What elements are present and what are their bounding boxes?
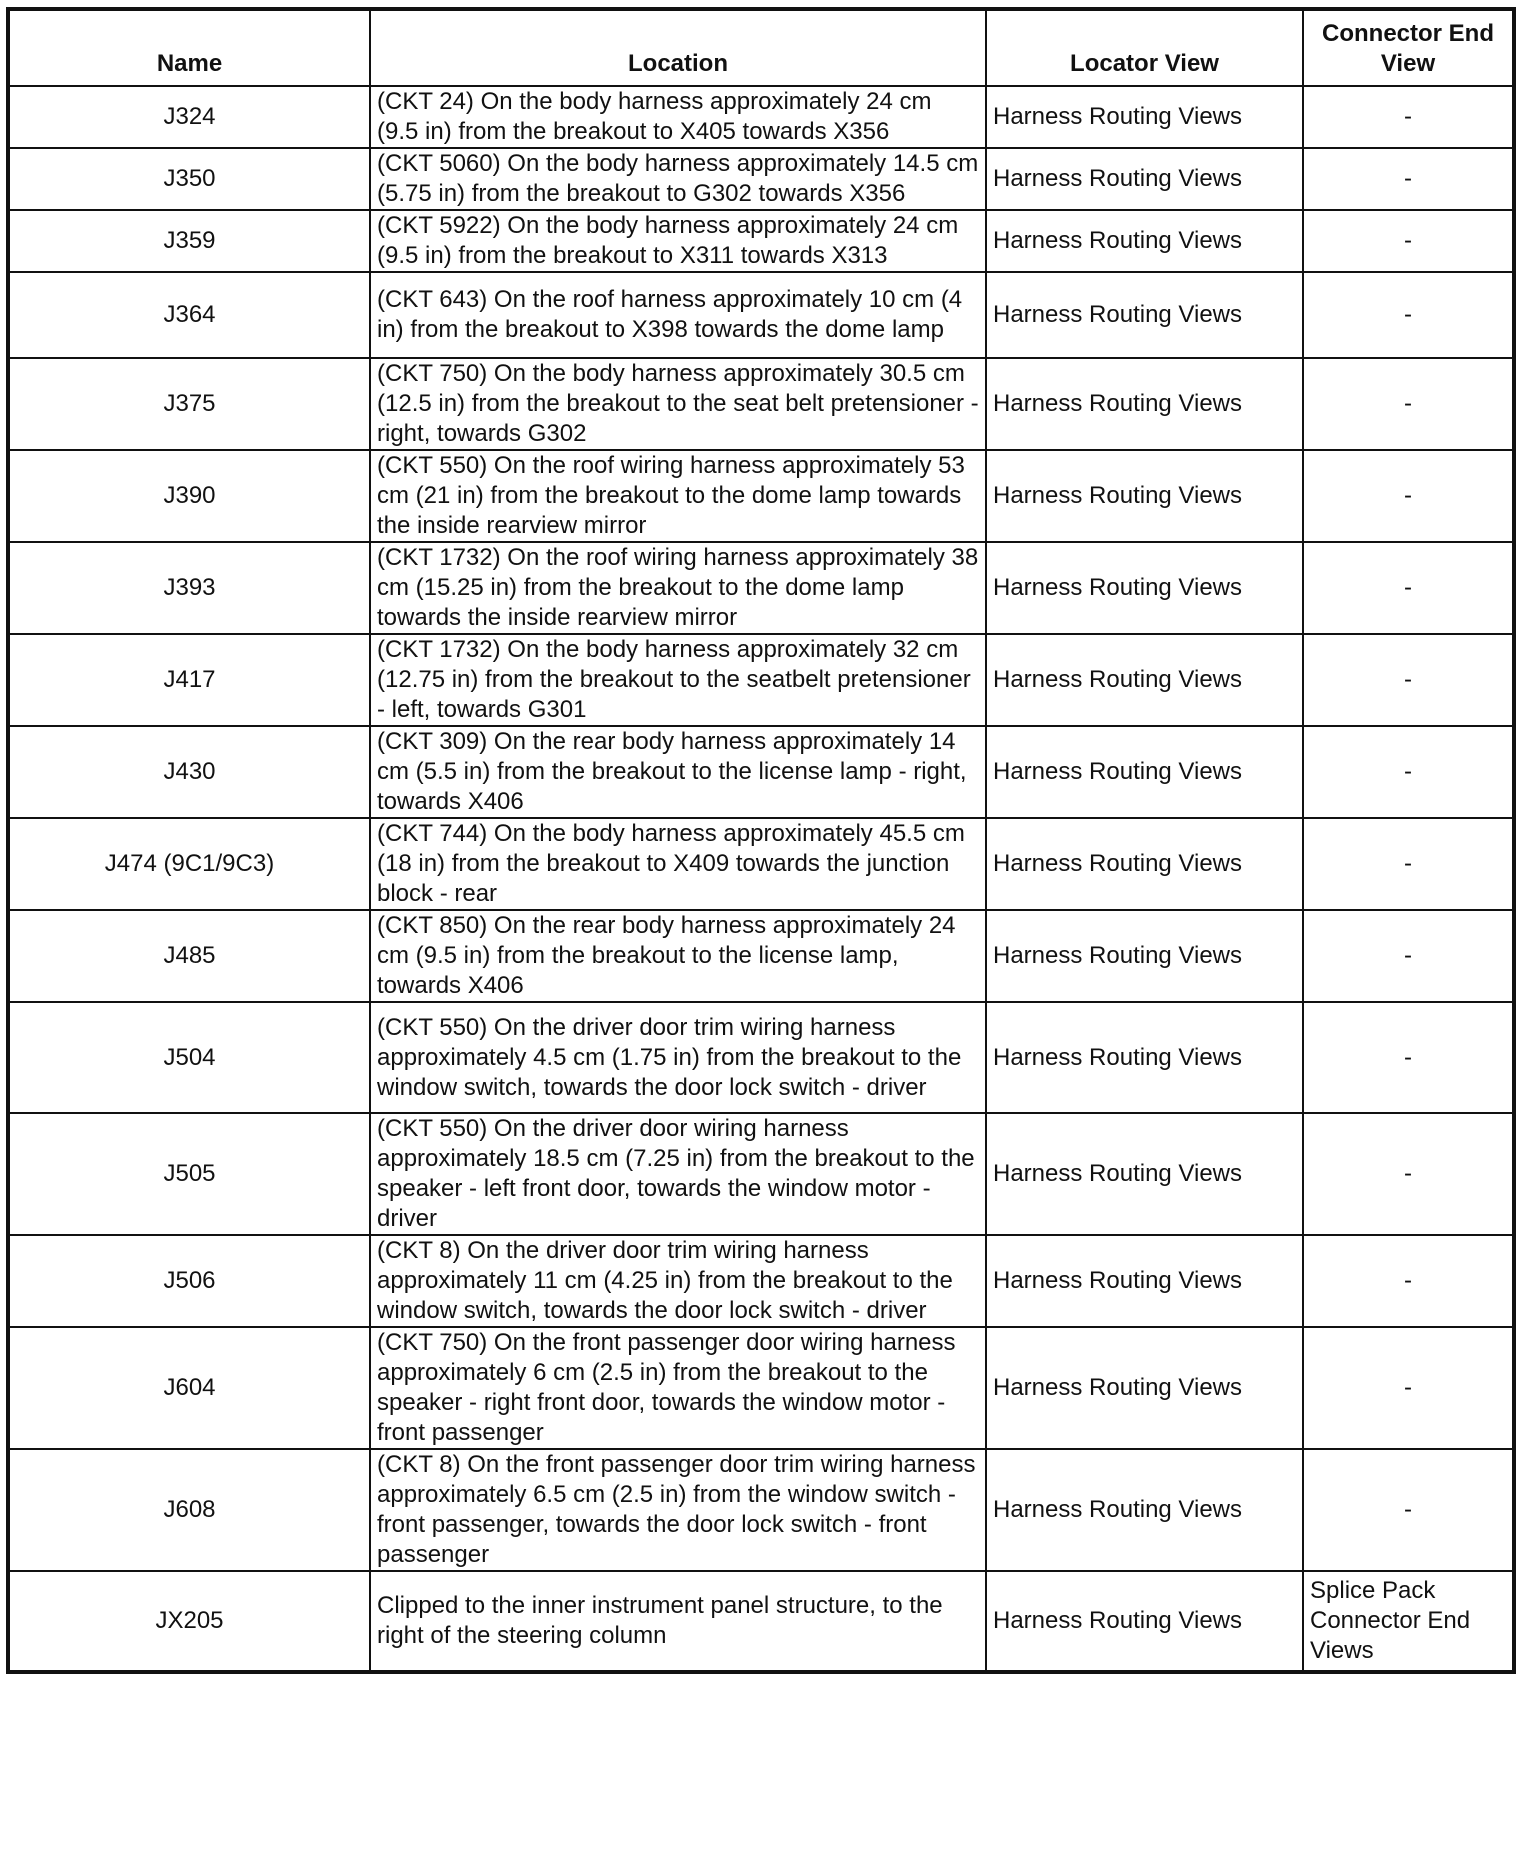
- splice-location: Clipped to the inner instrument panel structure, to the right of the steering column: [370, 1571, 986, 1672]
- splice-location: (CKT 550) On the roof wiring harness approximately 53 cm (21 in) from the breakout to the dome lamp towards the inside rearview mirror: [370, 450, 986, 542]
- locator-view-link[interactable]: Harness Routing Views: [986, 910, 1303, 1002]
- splice-name: J364: [8, 272, 370, 358]
- splice-name: J417: [8, 634, 370, 726]
- connector-end-view-link[interactable]: Splice Pack Connector End Views: [1303, 1571, 1514, 1672]
- splice-name: J506: [8, 1235, 370, 1327]
- splice-name: J375: [8, 358, 370, 450]
- splice-location: (CKT 550) On the driver door trim wiring harness approximately 4.5 cm (1.75 in) from the breakout to the window switch, towards the door lock switch - driver: [370, 1002, 986, 1113]
- connector-end-view: -: [1303, 634, 1514, 726]
- locator-view-link[interactable]: Harness Routing Views: [986, 1571, 1303, 1672]
- splice-name: J324: [8, 86, 370, 148]
- locator-view-link[interactable]: Harness Routing Views: [986, 1113, 1303, 1235]
- connector-end-view: -: [1303, 358, 1514, 450]
- table-row: [8, 272, 1514, 358]
- splice-location: (CKT 8) On the front passenger door trim wiring harness approximately 6.5 cm (2.5 in) from the window switch - front passenger, towards the door lock switch - front passenger: [370, 1449, 986, 1571]
- table-row: [8, 86, 1514, 148]
- table-row: [8, 1571, 1514, 1672]
- table-row: [8, 1113, 1514, 1235]
- splice-name: J350: [8, 148, 370, 210]
- table-row: [8, 910, 1514, 1002]
- connector-end-view: -: [1303, 1113, 1514, 1235]
- splice-name: J390: [8, 450, 370, 542]
- table-row: [8, 726, 1514, 818]
- locator-view-link[interactable]: Harness Routing Views: [986, 1235, 1303, 1327]
- splice-location: (CKT 744) On the body harness approximately 45.5 cm (18 in) from the breakout to X409 towards the junction block - rear: [370, 818, 986, 910]
- splice-name: J485: [8, 910, 370, 1002]
- connector-end-view: -: [1303, 148, 1514, 210]
- splice-name: JX205: [8, 1571, 370, 1672]
- splice-name: J430: [8, 726, 370, 818]
- locator-view-link[interactable]: Harness Routing Views: [986, 1449, 1303, 1571]
- locator-view-link[interactable]: Harness Routing Views: [986, 1002, 1303, 1113]
- locator-view-link[interactable]: Harness Routing Views: [986, 210, 1303, 272]
- table-row: [8, 634, 1514, 726]
- connector-end-view: -: [1303, 272, 1514, 358]
- table-row: [8, 1235, 1514, 1327]
- splice-name: J504: [8, 1002, 370, 1113]
- locator-view-link[interactable]: Harness Routing Views: [986, 818, 1303, 910]
- connector-end-view: -: [1303, 86, 1514, 148]
- table-row: [8, 148, 1514, 210]
- splice-location-table: [6, 7, 1516, 1674]
- table-row: [8, 542, 1514, 634]
- connector-end-view: -: [1303, 1235, 1514, 1327]
- table-row: [8, 818, 1514, 910]
- connector-end-view: -: [1303, 726, 1514, 818]
- connector-end-view: -: [1303, 450, 1514, 542]
- splice-location: (CKT 8) On the driver door trim wiring harness approximately 11 cm (4.25 in) from the breakout to the window switch, towards the door lock switch - driver: [370, 1235, 986, 1327]
- table-row: [8, 1327, 1514, 1449]
- table-body: [8, 86, 1514, 1672]
- splice-location: (CKT 750) On the body harness approximately 30.5 cm (12.5 in) from the breakout to the seat belt pretensioner - right, towards G302: [370, 358, 986, 450]
- column-header-name: Name: [8, 9, 370, 86]
- table-row: [8, 1002, 1514, 1113]
- splice-name: J505: [8, 1113, 370, 1235]
- column-header-connector-end-view: Connector End View: [1303, 9, 1514, 86]
- splice-name: J474 (9C1/9C3): [8, 818, 370, 910]
- connector-end-view: -: [1303, 210, 1514, 272]
- connector-end-view: -: [1303, 1449, 1514, 1571]
- locator-view-link[interactable]: Harness Routing Views: [986, 726, 1303, 818]
- column-header-locator-view: Locator View: [986, 9, 1303, 86]
- locator-view-link[interactable]: Harness Routing Views: [986, 542, 1303, 634]
- table-row: [8, 210, 1514, 272]
- splice-location: (CKT 550) On the driver door wiring harness approximately 18.5 cm (7.25 in) from the breakout to the speaker - left front door, towards the window motor - driver: [370, 1113, 986, 1235]
- splice-location: (CKT 24) On the body harness approximately 24 cm (9.5 in) from the breakout to X405 towards X356: [370, 86, 986, 148]
- table-row: [8, 450, 1514, 542]
- locator-view-link[interactable]: Harness Routing Views: [986, 1327, 1303, 1449]
- locator-view-link[interactable]: Harness Routing Views: [986, 148, 1303, 210]
- splice-location: (CKT 643) On the roof harness approximately 10 cm (4 in) from the breakout to X398 towards the dome lamp: [370, 272, 986, 358]
- splice-location: (CKT 750) On the front passenger door wiring harness approximately 6 cm (2.5 in) from the breakout to the speaker - right front door, towards the window motor - front passenger: [370, 1327, 986, 1449]
- locator-view-link[interactable]: Harness Routing Views: [986, 450, 1303, 542]
- splice-name: J604: [8, 1327, 370, 1449]
- splice-name: J359: [8, 210, 370, 272]
- connector-end-view: -: [1303, 542, 1514, 634]
- table-row: [8, 358, 1514, 450]
- splice-location: (CKT 1732) On the body harness approximately 32 cm (12.75 in) from the breakout to the seatbelt pretensioner - left, towards G301: [370, 634, 986, 726]
- locator-view-link[interactable]: Harness Routing Views: [986, 272, 1303, 358]
- locator-view-link[interactable]: Harness Routing Views: [986, 634, 1303, 726]
- locator-view-link[interactable]: Harness Routing Views: [986, 86, 1303, 148]
- connector-end-view: -: [1303, 1002, 1514, 1113]
- splice-location: (CKT 850) On the rear body harness approximately 24 cm (9.5 in) from the breakout to the license lamp, towards X406: [370, 910, 986, 1002]
- splice-location: (CKT 5060) On the body harness approximately 14.5 cm (5.75 in) from the breakout to G302 towards X356: [370, 148, 986, 210]
- table-header-row: [8, 9, 1514, 86]
- splice-name: J608: [8, 1449, 370, 1571]
- column-header-location: Location: [370, 9, 986, 86]
- connector-end-view: -: [1303, 1327, 1514, 1449]
- splice-name: J393: [8, 542, 370, 634]
- locator-view-link[interactable]: Harness Routing Views: [986, 358, 1303, 450]
- connector-end-view: -: [1303, 818, 1514, 910]
- table-row: [8, 1449, 1514, 1571]
- splice-location: (CKT 5922) On the body harness approximately 24 cm (9.5 in) from the breakout to X311 towards X313: [370, 210, 986, 272]
- connector-end-view: -: [1303, 910, 1514, 1002]
- splice-location: (CKT 309) On the rear body harness approximately 14 cm (5.5 in) from the breakout to the license lamp - right, towards X406: [370, 726, 986, 818]
- splice-location: (CKT 1732) On the roof wiring harness approximately 38 cm (15.25 in) from the breakout to the dome lamp towards the inside rearview mirror: [370, 542, 986, 634]
